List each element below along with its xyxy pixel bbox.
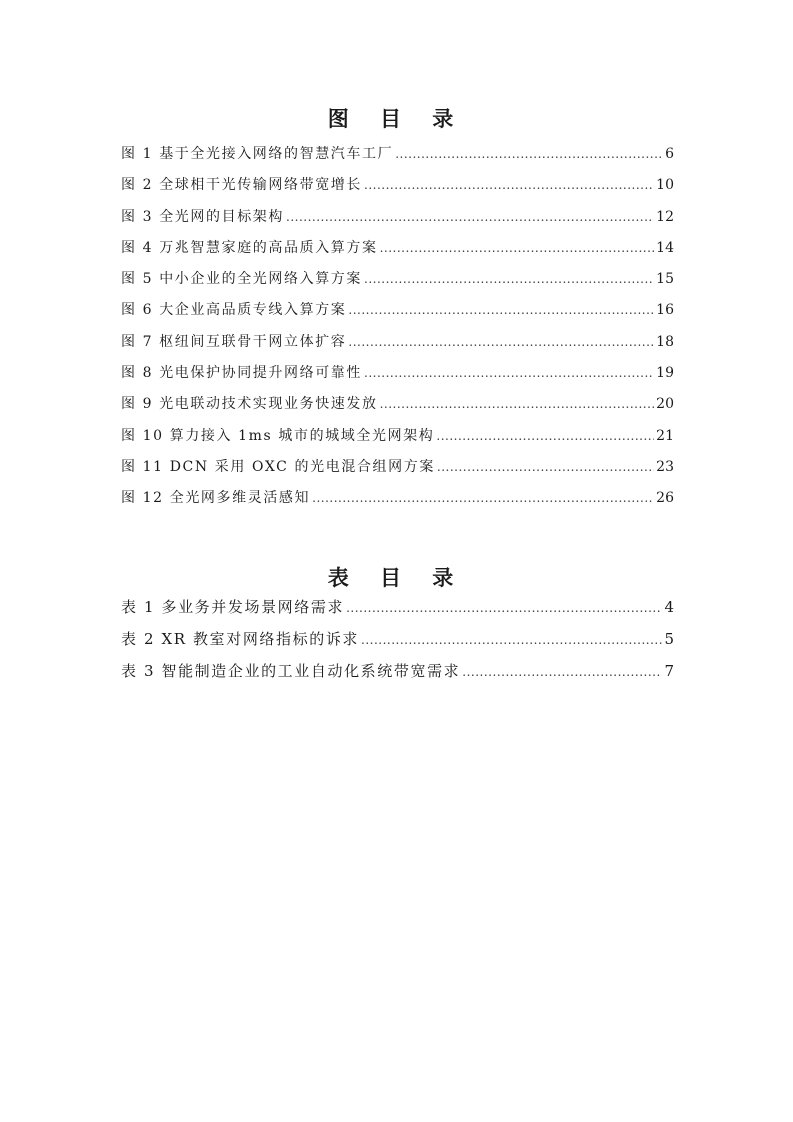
toc-entry-label: 图 8 光电保护协同提升网络可靠性: [121, 365, 363, 382]
dot-leader: [364, 175, 654, 195]
toc-page-number: 12: [656, 208, 674, 225]
toc-entry-label: 表 1 多业务并发场景网络需求: [121, 598, 345, 616]
figure-toc-entry[interactable]: [121, 426, 674, 457]
table-toc-entry[interactable]: [121, 661, 674, 693]
dot-leader: [380, 238, 655, 258]
toc-entry-label: 图 5 中小企业的全光网络入算方案: [121, 271, 363, 288]
dot-leader: [462, 662, 662, 682]
toc-page-number: 14: [656, 239, 674, 256]
dot-leader: [348, 332, 654, 352]
toc-page-number: 21: [656, 427, 674, 444]
toc-page-number: 4: [664, 598, 674, 616]
toc-page-number: 20: [656, 396, 674, 413]
figure-toc-entry[interactable]: [121, 457, 674, 488]
tables-section-title: 表 目 录: [327, 566, 466, 590]
toc-entry-label: 图 1 基于全光接入网络的智慧汽车工厂: [121, 146, 394, 162]
toc-entry-label: 图 3 全光网的目标架构: [121, 208, 285, 225]
dot-leader: [361, 630, 662, 650]
figure-toc-entry[interactable]: [121, 175, 674, 206]
dot-leader: [348, 300, 654, 320]
table-toc-entry[interactable]: [121, 597, 674, 629]
toc-page-number: 10: [656, 177, 674, 194]
toc-entry-label: 图 4 万兆智慧家庭的高品质入算方案: [121, 239, 378, 256]
dot-leader: [346, 598, 662, 618]
tables-toc-list: [121, 597, 674, 693]
toc-entry-label: 表 3 智能制造企业的工业自动化系统带宽需求: [121, 662, 461, 680]
toc-page-number: 18: [656, 333, 674, 350]
dot-leader: [437, 457, 654, 477]
figure-toc-entry[interactable]: [121, 488, 674, 519]
figure-toc-entry[interactable]: [121, 363, 674, 394]
table-toc-entry[interactable]: [121, 629, 674, 661]
toc-page-number: 6: [665, 146, 674, 162]
toc-page-number: 19: [656, 365, 674, 382]
figures-toc-list: [121, 144, 674, 520]
figure-toc-entry[interactable]: [121, 332, 674, 363]
figure-toc-entry[interactable]: [121, 238, 674, 269]
toc-page-number: 16: [656, 302, 674, 319]
dot-leader: [286, 207, 654, 227]
dot-leader: [312, 488, 654, 508]
dot-leader: [364, 269, 654, 289]
toc-entry-label: 图 6 大企业高品质专线入算方案: [121, 302, 347, 319]
figure-toc-entry[interactable]: [121, 269, 674, 300]
toc-page-number: 23: [656, 458, 674, 475]
toc-page-number: 26: [656, 490, 674, 507]
dot-leader: [364, 363, 654, 383]
figure-toc-entry[interactable]: [121, 144, 674, 175]
figure-toc-entry[interactable]: [121, 207, 674, 238]
figure-toc-entry[interactable]: [121, 394, 674, 425]
toc-entry-label: 图 12 全光网多维灵活感知: [121, 490, 311, 507]
toc-page-number: 7: [664, 662, 674, 680]
toc-entry-label: 图 11 DCN 采用 OXC 的光电混合组网方案: [121, 458, 435, 475]
figures-section-title: 图 目 录: [327, 107, 466, 131]
toc-entry-label: 表 2 XR 教室对网络指标的诉求: [121, 630, 360, 648]
toc-entry-label: 图 2 全球相干光传输网络带宽增长: [121, 177, 363, 194]
dot-leader: [380, 394, 655, 414]
toc-entry-label: 图 10 算力接入 1ms 城市的城域全光网架构: [121, 427, 435, 444]
toc-page-number: 5: [664, 630, 674, 648]
dot-leader: [436, 426, 654, 446]
toc-page-number: 15: [656, 271, 674, 288]
dot-leader: [395, 144, 663, 164]
toc-entry-label: 图 7 枢纽间互联骨干网立体扩容: [121, 333, 347, 350]
toc-entry-label: 图 9 光电联动技术实现业务快速发放: [121, 396, 378, 413]
figure-toc-entry[interactable]: [121, 300, 674, 331]
